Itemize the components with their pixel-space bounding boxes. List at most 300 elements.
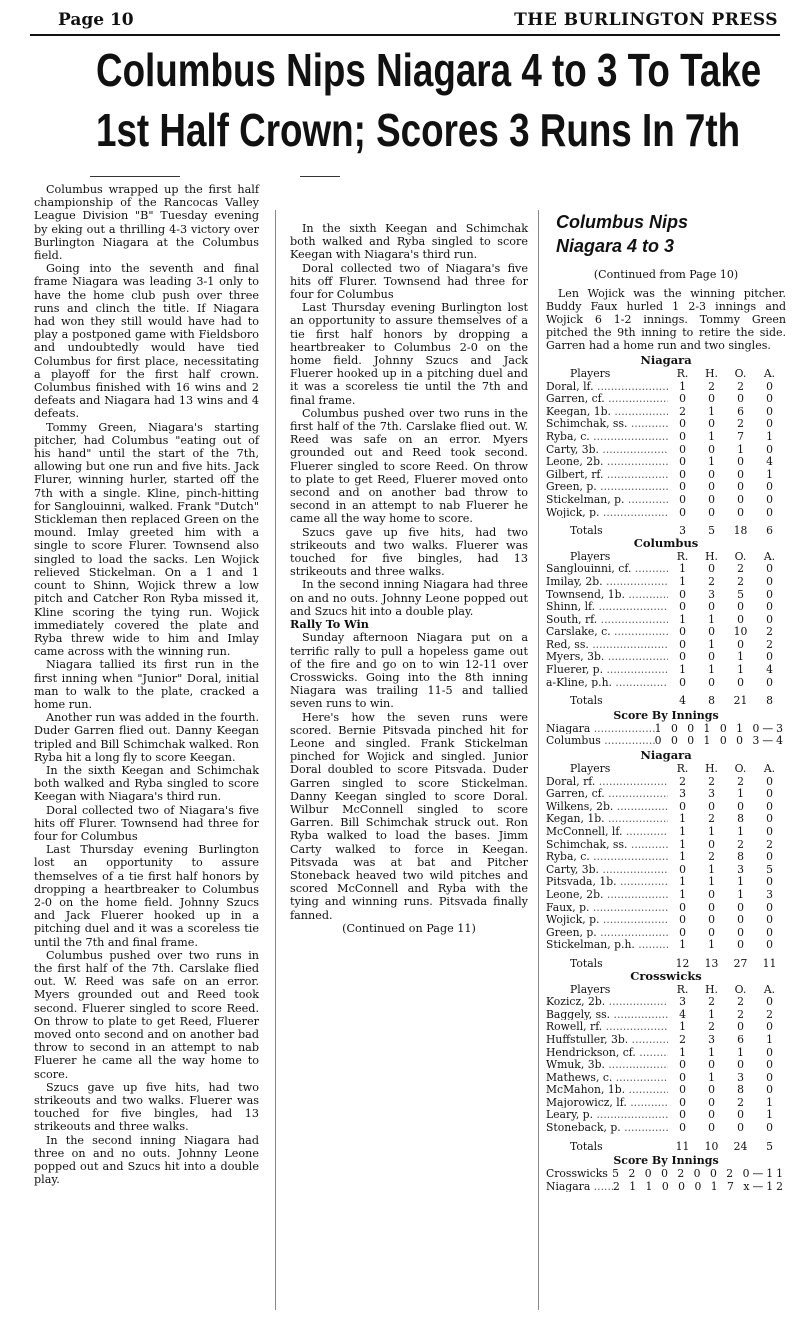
box-score-row (546, 638, 786, 651)
box-score-row (546, 1096, 786, 1109)
page-number: Page 10 (58, 10, 134, 30)
outs: 1 (737, 887, 744, 901)
paragraph: Len Wojick was the winning pitcher. Buddy Faux hurled 1 2-3 innings and Wojick 6 1-2 innings. Tommy Green pitched the 9th inning to retire the side. Garren had a home run and two singles. (546, 287, 786, 352)
paragraph: Doral collected two of Niagara's five hits off Flurer. Townsend had three for four for Columbus (290, 261, 528, 302)
assists: A. (763, 982, 776, 996)
outs: 3 (737, 1070, 744, 1084)
runs: 11 (675, 1139, 690, 1153)
box-score-row (546, 850, 786, 863)
assists: 1 (766, 429, 773, 443)
score-by-innings-title: Score By Innings (613, 1154, 719, 1168)
hits: 2 (708, 574, 715, 588)
runs: 0 (679, 1058, 686, 1072)
hits: 0 (708, 625, 715, 639)
hits: 0 (708, 913, 715, 927)
hits: 3 (708, 587, 715, 601)
assists: 0 (766, 379, 773, 393)
outs: 2 (737, 1007, 744, 1021)
box-score-row (546, 863, 786, 876)
outs: 3 (737, 862, 744, 876)
assists: 0 (766, 812, 773, 826)
line-score (546, 709, 786, 747)
assists: 0 (766, 995, 773, 1009)
outs: 10 (733, 625, 748, 639)
outs: 0 (737, 637, 744, 651)
outs: 1 (737, 1045, 744, 1059)
team-name: Columbus (633, 535, 699, 550)
outs: 2 (737, 837, 744, 851)
hits: 1 (708, 875, 715, 889)
box-score-row (546, 480, 786, 493)
player-name: Kegan, 1b. ..... (546, 812, 668, 825)
player-name: Rowell, rf. ..... (546, 1020, 668, 1033)
runs: 0 (679, 637, 686, 651)
assists: 8 (766, 694, 773, 708)
paragraph: In the sixth Keegan and Schimchak both walked and Ryba singled to score Keegan with Niagara's third run. (34, 763, 259, 804)
paragraph: Going into the seventh and final frame Niagara was leading 3-1 only to have the home club push over three runs and clinch the title. If Niagara had won they still would have had to play a postponed game with Fieldsboro and undoubtedly would have tied Columbus for first place, necessitating a playoff for the first half crown. Columbus finished with 16 wins and 2 defeats and Niagara had 13 wins and 4 defeats. (34, 262, 259, 421)
box-score-row (546, 524, 786, 537)
outs: 2 (737, 1095, 744, 1109)
assists: A. (763, 549, 776, 563)
runs: 1 (679, 663, 686, 677)
runs: R. (676, 367, 689, 380)
box-score-row (546, 1058, 786, 1071)
runs: 0 (679, 1083, 686, 1097)
assists: 0 (766, 1020, 773, 1034)
hits: 0 (708, 492, 715, 506)
newspaper-name: THE BURLINGTON PRESS (514, 10, 778, 30)
box-score-row (546, 812, 786, 825)
paragraph: In the second inning Niagara had three on and no outs. Johnny Leone popped out and Szucs hit into a double play. (34, 1133, 259, 1187)
player-name: Players (570, 367, 611, 380)
hits: 2 (708, 774, 715, 788)
box-score-row (546, 506, 786, 519)
hits: 1 (708, 1070, 715, 1084)
box-score-row (546, 380, 786, 393)
hits: 1 (708, 1007, 715, 1021)
runs: 0 (679, 505, 686, 519)
hits: 0 (708, 392, 715, 406)
hits: 3 (708, 1032, 715, 1046)
assists: 2 (766, 837, 773, 851)
player-name: Schimchak, ss. ..... (546, 417, 668, 430)
hits: 0 (708, 1095, 715, 1109)
box-score-row (546, 775, 786, 788)
player-name: Fluerer, p. ..... (546, 663, 668, 676)
hits: 0 (708, 887, 715, 901)
box-score-row (546, 613, 786, 626)
page-header (0, 0, 800, 40)
jump-headline-line-2: Niagara 4 to 3 (556, 236, 675, 256)
assists: 0 (766, 913, 773, 927)
box-score-row (546, 938, 786, 951)
hits: H. (705, 549, 718, 563)
box-score-row (546, 838, 786, 851)
assists: A. (763, 367, 776, 380)
assists: 4 (766, 663, 773, 677)
box-score-row (546, 417, 786, 430)
box-score-row (546, 676, 786, 689)
player-name: Wilkens, 2b. ..... (546, 800, 668, 813)
headline-line-2: 1st Half Crown; Scores 3 Runs In 7th (96, 104, 741, 156)
team-name: Crosswicks (630, 968, 702, 983)
outs: O. (734, 762, 747, 776)
assists: 0 (766, 404, 773, 418)
player-name: Totals (570, 956, 603, 970)
assists: 1 (766, 1095, 773, 1109)
outs: 0 (737, 938, 744, 952)
box-score-row (546, 392, 786, 405)
paragraph: Here's how the seven runs were scored. Bernie Pitsvada pinched hit for Leone and singled. Frank Stickelman pinched for Wojick and singled. Junior Doral doubled to score Pitsvada. Duder Garren singled to score Stickelman. Danny Keegan singled to score Doral. Wilbur McConnell singled to score Garren. Bill Schimchak struck out. Ron Ryba walked to load the bases. Jimm Carty walked to force in Keegan. Pitsvada was at bat and Pitcher Stoneback heaved two wild pitches and scored McConnell and Ryba with the tying and winning runs. Pitsvada finally fanned. (290, 710, 528, 922)
assists: 11 (762, 956, 777, 970)
player-name: Sanglouinni, cf. ..... (546, 562, 668, 575)
team-name: Niagara ..... (546, 722, 655, 735)
runs: 3 (679, 524, 686, 538)
assists: 0 (766, 562, 773, 576)
paragraph: Columbus pushed over two runs in the first half of the 7th. Carslake flied out. W. Reed was safe on an error. Myers grounded out and Reed took second. Fluerer singled to score Reed. On throw to plate to get Reed, Fluerer moved onto second and on another bad throw to second in an attempt to nab Fluerer he came all the way home to score. (34, 948, 259, 1081)
box-score-row (546, 1008, 786, 1021)
player-name: Totals (570, 694, 603, 707)
hits: 8 (708, 694, 715, 708)
box-score-row (546, 562, 786, 575)
outs: 1 (737, 663, 744, 677)
outs: 1 (737, 825, 744, 838)
hits: 0 (708, 480, 715, 494)
column-rule (538, 210, 539, 1310)
inning-scores: 2 1 1 0 0 0 1 7 x—12 (612, 1179, 786, 1193)
assists: 0 (766, 925, 773, 939)
line-score-row (546, 734, 786, 747)
hits: 0 (708, 600, 715, 614)
outs: 0 (737, 492, 744, 506)
hits: 0 (708, 467, 715, 481)
player-name: Red, ss. ..... (546, 638, 668, 651)
jump-headline (556, 210, 786, 258)
hits: 0 (708, 650, 715, 664)
player-name: Kozicz, 2b. ..... (546, 995, 668, 1008)
player-name: Doral, rf. ..... (546, 775, 668, 788)
player-name: Stickelman, p.h. ..... (546, 938, 668, 951)
inning-scores: 0 0 0 1 0 0 3—4 (654, 734, 786, 748)
player-name: Carslake, c. ..... (546, 625, 668, 638)
box-score-row (546, 663, 786, 676)
player-name: Green, p. ..... (546, 480, 668, 493)
paragraph: In the second inning Niagara had three on and no outs. Johnny Leone popped out and Szucs hit into a double play. (290, 578, 528, 618)
assists: 2 (766, 637, 773, 651)
assists: A. (763, 762, 776, 776)
assists: 0 (766, 600, 773, 614)
box-score-row (546, 1033, 786, 1046)
runs: 1 (679, 837, 686, 851)
outs: 0 (737, 612, 744, 626)
outs: 0 (737, 600, 744, 614)
assists: 0 (766, 825, 773, 838)
runs: 0 (679, 799, 686, 813)
team-name: Niagara ..... (546, 1180, 613, 1193)
assists: 0 (766, 1121, 773, 1135)
runs: 3 (679, 995, 686, 1009)
assists: 0 (766, 417, 773, 431)
box-score-row (546, 913, 786, 926)
box-score-row (546, 1083, 786, 1096)
assists: 2 (766, 1007, 773, 1021)
assists: 0 (766, 900, 773, 914)
runs: 1 (679, 1045, 686, 1059)
outs: 0 (737, 455, 744, 469)
runs: 0 (679, 1121, 686, 1135)
outs: 21 (733, 694, 748, 708)
box-score-row (546, 625, 786, 638)
runs: 1 (679, 887, 686, 901)
assists: 0 (766, 675, 773, 689)
hits: 10 (704, 1139, 719, 1153)
team-name: Crosswicks ..... (546, 1167, 612, 1180)
line-score-row (546, 1167, 786, 1180)
box-score-row (546, 1020, 786, 1033)
paragraph: In the sixth Keegan and Schimchak both walked and Ryba singled to score Keegan with Niagara's third run. (290, 222, 528, 262)
inning-scores: 1 0 0 1 0 1 0—3 (654, 721, 786, 735)
hits: 0 (708, 442, 715, 456)
hits: H. (705, 762, 718, 776)
line-score-row (546, 722, 786, 735)
article-column-3 (546, 210, 786, 1192)
outs: 1 (737, 787, 744, 801)
outs: 6 (737, 404, 744, 418)
headline-line-1: Columbus Nips Niagara 4 to 3 To Take (96, 44, 762, 96)
player-name: Players (570, 982, 611, 996)
box-score-row (546, 825, 786, 838)
box-score-row (546, 1046, 786, 1059)
runs: 4 (679, 694, 686, 708)
outs: 0 (737, 799, 744, 813)
assists: 0 (766, 938, 773, 952)
outs: 0 (737, 1020, 744, 1034)
team-name: Niagara (640, 748, 692, 763)
box-score-row (546, 367, 786, 380)
paragraph: Niagara tallied its first run in the first inning when "Junior" Doral, initial man to walk to the plate, cracked a home run. (34, 658, 259, 711)
box-score-row (546, 787, 786, 800)
box-score-row (546, 1140, 786, 1153)
hits: 1 (708, 825, 715, 838)
box-score-row (546, 1121, 786, 1134)
box-score-row (546, 588, 786, 601)
assists: 1 (766, 1032, 773, 1046)
article-column-1 (34, 183, 259, 1186)
header-rule (30, 34, 780, 36)
assists: 0 (766, 505, 773, 519)
hits: 0 (708, 799, 715, 813)
hits: 3 (708, 787, 715, 801)
assists: 1 (766, 467, 773, 481)
runs: 2 (679, 1032, 686, 1046)
runs: 0 (679, 1108, 686, 1122)
runs: 1 (679, 574, 686, 588)
hits: 1 (708, 455, 715, 469)
runs: 0 (679, 587, 686, 601)
box-score-row (546, 650, 786, 663)
outs: 0 (737, 1108, 744, 1122)
box-score-row (546, 575, 786, 588)
player-name: Wojick, p. ..... (546, 913, 668, 926)
player-name: Huffstuller, 3b. ..... (546, 1033, 668, 1046)
outs: 0 (737, 900, 744, 914)
assists: 0 (766, 442, 773, 456)
assists: 5 (766, 1139, 773, 1153)
runs: 0 (679, 650, 686, 664)
player-name: Shinn, lf. ..... (546, 600, 668, 613)
runs: 0 (679, 429, 686, 443)
box-score-row (546, 1108, 786, 1121)
runs: 1 (679, 379, 686, 393)
assists: 0 (766, 787, 773, 801)
outs: O. (734, 549, 747, 563)
outs: 2 (737, 574, 744, 588)
line-score-row (546, 1180, 786, 1193)
player-name: Myers, 3b. ..... (546, 650, 668, 663)
runs: 1 (679, 1020, 686, 1034)
outs: O. (734, 367, 747, 380)
paragraph: Last Thursday evening Burlington lost an opportunity to assure themselves of a tie first half honors by dropping a heartbreaker to Columbus 2-0 on the home field. Johnny Szucs and Jack Fluerer hooked up in a pitching duel and it was a scoreless tie until the 7th and final frame. (34, 843, 259, 949)
hits: 0 (708, 925, 715, 939)
continued-from: (Continued from Page 10) (593, 268, 739, 281)
box-score-row (546, 468, 786, 481)
box-score-row (546, 901, 786, 914)
player-name: Schimchak, ss. ..... (546, 838, 668, 851)
player-name: Leone, 2b. ..... (546, 888, 668, 901)
player-name: Green, p. ..... (546, 926, 668, 939)
paragraph: Columbus pushed over two runs in the first half of the 7th. Carslake flied out. W. Reed was safe on an error. Myers grounded out and Reed took second. Fluerer singled to score Reed. On throw to plate to get Reed, Fluerer moved onto second and on another bad throw to second in an attempt to nab Fluerer he came all the way home to score. (290, 406, 528, 526)
assists: 0 (766, 875, 773, 889)
runs: R. (676, 762, 689, 776)
hits: 0 (708, 900, 715, 914)
paragraph: Tommy Green, Niagara's starting pitcher, had Columbus "eating out of his hand" until the start of the 7th, allowing but one run and five hits. Jack Flurer, winning hurler, started off the 7th with a single. Kline, pinch-hitting for Sanglouinni, walked. Frank "Dutch" Stickleman then replaced Green on the mound. Imlay greeted him with a single to score Flurer. Townsend also singled to load the sacks. Len Wojick relieved Stickelman. On a 1 and 1 count to Shinn, Wojick threw a low pitch and Catcher Ron Ryba missed it, Kline scoring the tying run. Wojick immediately covered the plate and Ryba threw wide to him and Imlay came across with the winning run. (34, 420, 259, 659)
player-name: Gilbert, rf. ..... (546, 468, 668, 481)
runs: 0 (679, 900, 686, 914)
hits: 0 (708, 505, 715, 519)
player-name: Stoneback, p. ..... (546, 1121, 668, 1134)
hits: 1 (708, 862, 715, 876)
player-name: Totals (570, 1139, 603, 1153)
runs: 0 (679, 675, 686, 689)
player-name: Faux, p. ..... (546, 901, 668, 914)
outs: O. (734, 982, 747, 996)
hits: 0 (708, 562, 715, 576)
assists: 0 (766, 612, 773, 626)
runs: 0 (679, 1095, 686, 1109)
runs: 0 (679, 925, 686, 939)
hits: 2 (708, 812, 715, 826)
assists: 0 (766, 1083, 773, 1097)
assists: 0 (766, 799, 773, 813)
hits: 0 (708, 1108, 715, 1122)
hits: 1 (708, 1045, 715, 1059)
hits: 2 (708, 379, 715, 393)
hits: 2 (708, 850, 715, 864)
runs: 1 (679, 612, 686, 626)
hits: 2 (708, 1020, 715, 1034)
assists: 0 (766, 774, 773, 788)
hits: 1 (708, 938, 715, 952)
runs: R. (676, 982, 689, 996)
box-score-row (546, 550, 786, 563)
paragraph: Sunday afternoon Niagara put on a terrific rally to pull a hopeless game out of the fire and go on to win 12-11 over Crosswicks. Going into the 8th inning Niagara was trailing 11-5 and tallied seven runs to win. (290, 631, 528, 711)
player-name: Mathews, c. ..... (546, 1071, 668, 1084)
runs: 1 (679, 875, 686, 889)
outs: 0 (737, 675, 744, 689)
runs: 0 (679, 455, 686, 469)
score-by-innings-title: Score By Innings (613, 708, 719, 722)
outs: 0 (737, 1058, 744, 1072)
hits: 1 (708, 637, 715, 651)
runs: 0 (679, 492, 686, 506)
box-score-row (546, 800, 786, 813)
divider-dash (300, 176, 340, 177)
hits: 2 (708, 995, 715, 1009)
hits: 0 (708, 1083, 715, 1097)
player-name: Ryba, c. ..... (546, 850, 668, 863)
inning-scores: 5 2 0 0 2 0 0 2 0—11 (612, 1167, 786, 1181)
subheading: Rally To Win (290, 617, 369, 632)
outs: 2 (737, 379, 744, 393)
outs: 18 (733, 524, 748, 538)
player-name: Keegan, 1b. ..... (546, 405, 668, 418)
hits: 1 (708, 404, 715, 418)
player-name: Garren, cf. ..... (546, 392, 668, 405)
player-name: McMahon, 1b. ..... (546, 1083, 668, 1096)
outs: 0 (737, 913, 744, 927)
player-name: South, rf. ..... (546, 613, 668, 626)
runs: 0 (679, 467, 686, 481)
player-name: Leone, 2b. ..... (546, 455, 668, 468)
runs: 1 (679, 850, 686, 864)
player-name: Carty, 3b. ..... (546, 443, 668, 456)
player-name: Garren, cf. ..... (546, 787, 668, 800)
outs: 2 (737, 417, 744, 431)
outs: 27 (733, 956, 748, 970)
outs: 1 (737, 650, 744, 664)
runs: 0 (679, 1070, 686, 1084)
player-name: a-Kline, p.h. ..... (546, 676, 668, 689)
box-score-row (546, 405, 786, 418)
team-name: Niagara (640, 353, 692, 367)
assists: 0 (766, 587, 773, 601)
player-name: Wojick, p. ..... (546, 506, 668, 519)
box-score-row (546, 1071, 786, 1084)
runs: 3 (679, 787, 686, 801)
player-name: Leary, p. ..... (546, 1108, 668, 1121)
hits: 0 (708, 1058, 715, 1072)
outs: 0 (737, 505, 744, 519)
hits: H. (705, 982, 718, 996)
assists: 0 (766, 650, 773, 664)
runs: 1 (679, 812, 686, 826)
assists: 0 (766, 1070, 773, 1084)
player-name: Baggely, ss. ..... (546, 1008, 668, 1021)
outs: 8 (737, 850, 744, 864)
box-score-row (546, 957, 786, 970)
box-score-row (546, 762, 786, 775)
player-name: Ryba, c. ..... (546, 430, 668, 443)
box-score-row (546, 995, 786, 1008)
outs: 2 (737, 995, 744, 1009)
runs: 0 (679, 625, 686, 639)
line-score (546, 1154, 786, 1192)
runs: 0 (679, 862, 686, 876)
hits: 0 (708, 675, 715, 689)
box-score (546, 749, 786, 1192)
outs: 8 (737, 812, 744, 826)
player-name: Majorowicz, lf. ..... (546, 1096, 668, 1109)
